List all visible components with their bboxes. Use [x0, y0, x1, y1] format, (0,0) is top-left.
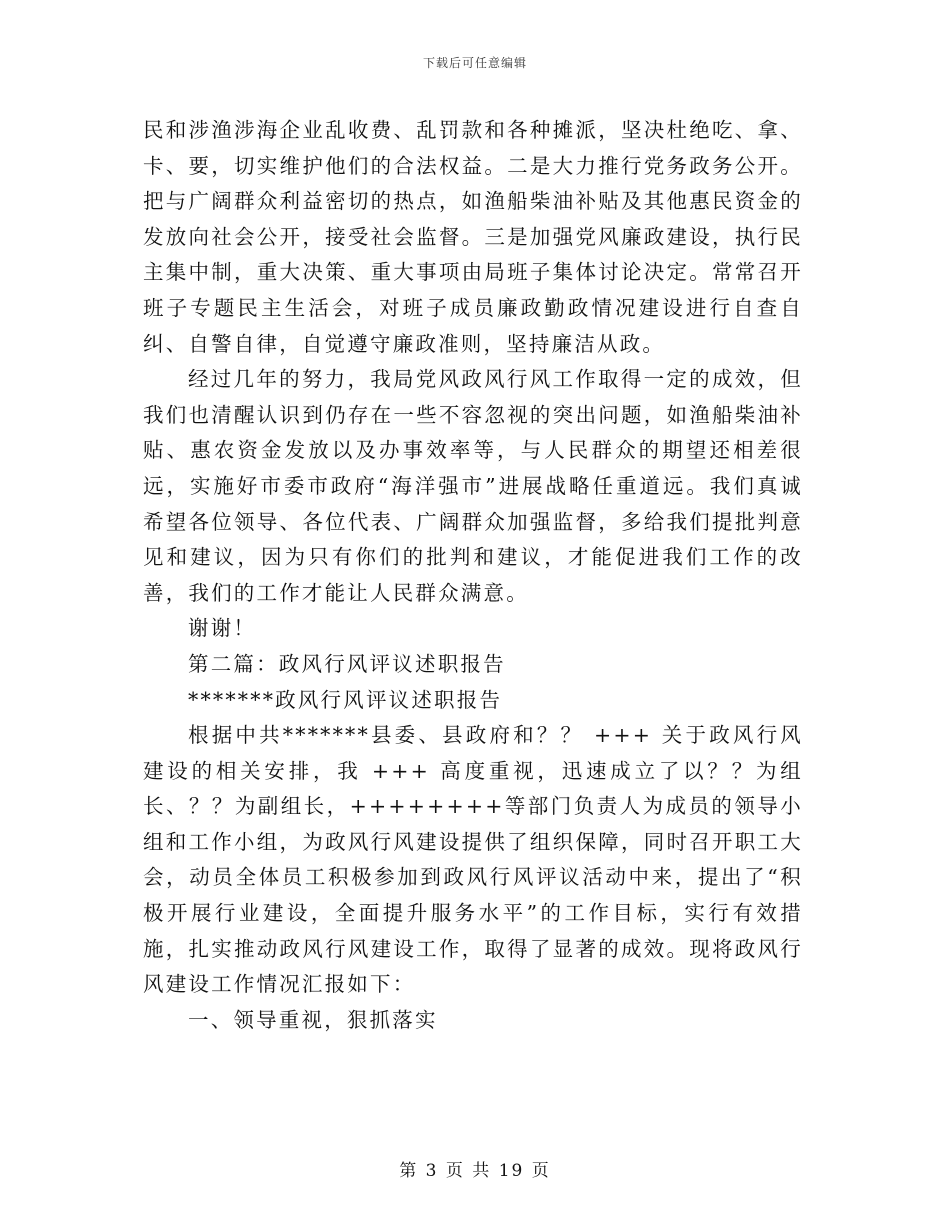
page-number: 第 3 页 共 19 页	[399, 1161, 551, 1181]
report-title: *******政风行风评议述职报告	[188, 687, 503, 712]
page-header-note: 下载后可任意编辑	[422, 56, 527, 70]
paragraph-continuation: 民和涉渔涉海企业乱收费、乱罚款和各种摊派，坚决杜绝吃、拿、卡、要，切实维护他们的合法权益。二是大力推行党务政务公开。把与广阔群众利益密切的热点，如渔船柴油补贴及其他惠民资金的发放向社会公开，接受社会监督。三是加强党风廉政建设，执行民主集中制，重大决策、重大事项由局班子集体讨论决定。常常召开班子专题民主生活会，对班子成员廉政勤政情况建设进行自查自纠、自警自律，自觉遵守廉政准则，坚持廉洁从政。	[143, 118, 803, 356]
paragraph-thanks: 谢谢！	[188, 616, 257, 641]
paragraph-summary: 经过几年的努力，我局党风政风行风工作取得一定的成效，但我们也清醒认识到仍存在一些不容忽视的突出问题，如渔船柴油补贴、惠农资金发放以及办事效率等，与人民群众的期望还相差很远，实施好市委市政府“海洋强市”进展战略任重道远。我们真诚希望各位领导、各位代表、广阔群众加强监督，多给我们提批判意见和建议，因为只有你们的批判和建议，才能促进我们工作的改善，我们的工作才能让人民群众满意。	[143, 367, 803, 605]
document-body	[143, 113, 803, 1038]
paragraph-intro: 根据中共*******县委、县政府和？？ +++ 关于政风行风建设的相关安排，我 +++ 高度重视，迅速成立了以？？为组长、？？为副组长，++++++++等部门负责人为成员的领导小组和工作小组，为政风行风建设提供了组织保障，同时召开职工大会，动员全体员工积极参加到政风行风评议活动中来，提出了“积极开展行业建设，全面提升服务水平”的工作目标，实行有效措施，扎实推动政风行风建设工作，取得了显著的成效。现将政风行风建设工作情况汇报如下：	[143, 723, 803, 997]
subheading-leadership: 一、领导重视，狠抓落实	[188, 1007, 438, 1032]
section-heading: 第二篇：政风行风评议述职报告	[188, 651, 506, 676]
